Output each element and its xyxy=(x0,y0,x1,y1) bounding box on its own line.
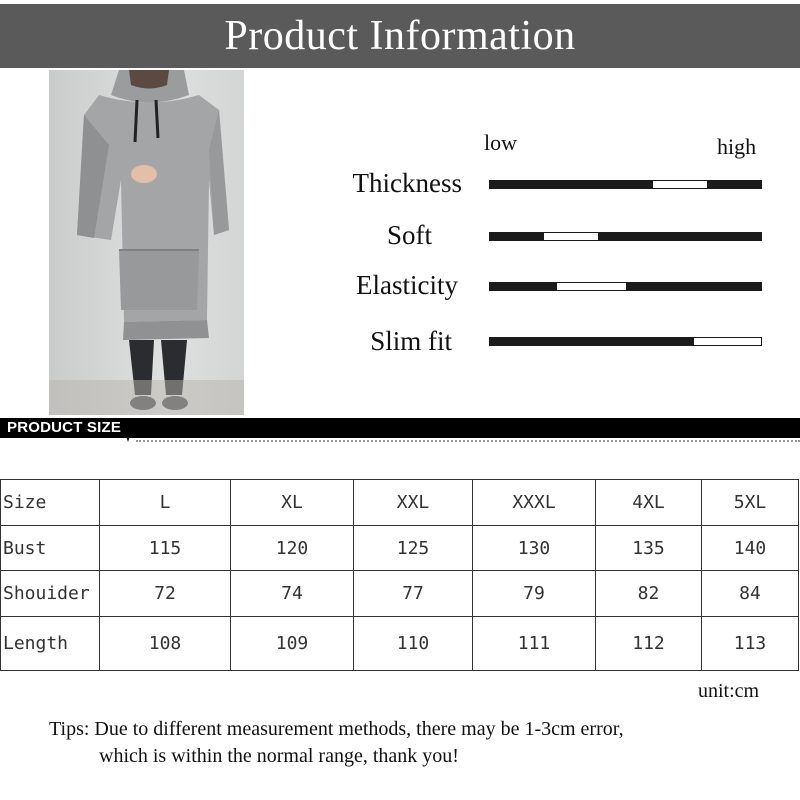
tips-line-2: which is within the normal range, thank you! xyxy=(99,745,459,767)
attribute-level-marker xyxy=(557,283,625,290)
table-row-label: Length xyxy=(1,617,100,671)
table-row xyxy=(1,617,799,671)
attribute-level-marker xyxy=(694,338,761,345)
attribute-bar-elasticity xyxy=(489,282,762,291)
attribute-level-marker xyxy=(544,233,599,240)
size-table xyxy=(0,479,799,671)
table-cell: 82 xyxy=(596,571,702,617)
header-bar xyxy=(0,4,800,68)
table-cell: 130 xyxy=(473,526,596,571)
table-header-row xyxy=(1,480,799,526)
table-cell: 112 xyxy=(596,617,702,671)
table-cell: 109 xyxy=(231,617,354,671)
scale-high-label: high xyxy=(717,134,757,159)
attribute-level-marker xyxy=(653,181,708,188)
attribute-label-thickness: Thickness xyxy=(352,168,462,198)
product-size-banner xyxy=(0,418,800,450)
table-header-cell: XXXL xyxy=(473,480,596,526)
table-header-cell: L xyxy=(100,480,231,526)
unit-label: unit:cm xyxy=(698,680,760,702)
table-cell: 77 xyxy=(354,571,473,617)
table-cell: 140 xyxy=(702,526,799,571)
attribute-label-elasticity: Elasticity xyxy=(356,270,458,300)
tips-note xyxy=(49,716,769,770)
table-row-label: Bust xyxy=(1,526,100,571)
product-size-title: PRODUCT SIZE xyxy=(7,419,125,436)
table-row xyxy=(1,571,799,617)
table-cell: 115 xyxy=(100,526,231,571)
attribute-bar-soft xyxy=(489,232,762,241)
hoodie-model-illustration xyxy=(49,70,244,415)
table-header-cell: 4XL xyxy=(596,480,702,526)
table-cell: 110 xyxy=(354,617,473,671)
attribute-bar-thickness xyxy=(489,180,762,189)
table-cell: 120 xyxy=(231,526,354,571)
table-header-cell: XXL xyxy=(354,480,473,526)
product-photo xyxy=(49,70,244,415)
attribute-label-soft: Soft xyxy=(386,220,432,250)
scale-low-label: low xyxy=(484,130,517,155)
table-cell: 108 xyxy=(100,617,231,671)
banner-dotted-line xyxy=(136,440,800,442)
table-cell: 74 xyxy=(231,571,354,617)
table-header-cell: 5XL xyxy=(702,480,799,526)
table-header-cell: XL xyxy=(231,480,354,526)
table-row xyxy=(1,526,799,571)
table-row-label: Shouider xyxy=(1,571,100,617)
table-cell: 113 xyxy=(702,617,799,671)
table-cell: 135 xyxy=(596,526,702,571)
page-title: Product Information xyxy=(224,13,576,59)
tips-line-1: Tips: Due to different measurement methods, there may be 1-3cm error, xyxy=(49,718,624,740)
table-cell: 72 xyxy=(100,571,231,617)
table-cell: 111 xyxy=(473,617,596,671)
table-cell: 125 xyxy=(354,526,473,571)
attribute-label-slim-fit: Slim fit xyxy=(370,326,452,356)
table-header-cell: Size xyxy=(1,480,100,526)
attribute-bar-slim-fit xyxy=(489,337,762,346)
table-cell: 79 xyxy=(473,571,596,617)
table-cell: 84 xyxy=(702,571,799,617)
